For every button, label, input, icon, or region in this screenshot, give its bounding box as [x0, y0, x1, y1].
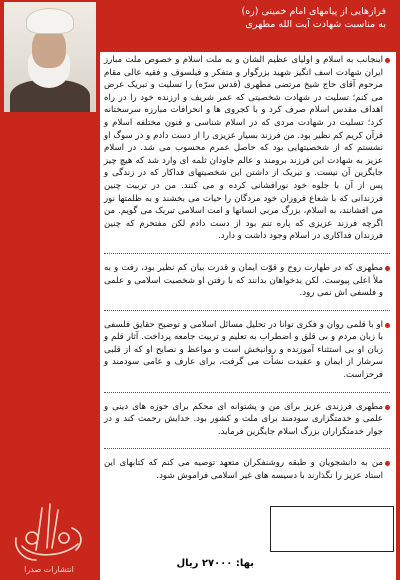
- quote-paragraph: او با قلمی روان و فکری توانا در تحلیل مسائل اسلامی و توضیح حقایق فلسفی با زبان مردم و بی قلق و اضطراب به تعلیم و تربیت جامعه پرداخت. آثار قلم و زبان او بی استثناء آموزنده و روانبخش است و مواعظ و نصایح او که از قلبی سرشار از ایمان و عقیدت نشأت می گرفت، برای عارف و عامی سودمند و فرحزاست.: [104, 319, 390, 382]
- bullet-icon: [385, 58, 390, 63]
- header-title: [176, 5, 386, 31]
- divider: [104, 253, 390, 254]
- header-line-1: فرازهایی از پیامهای امام خمینی (ره): [241, 6, 386, 17]
- quote-paragraph: من به دانشجویان و طبقه روشنفکران متعهد توصیه می کنم که کتابهای این استاد عزیز را نگذارند با دسیسه های غیر اسلامی فراموش شود.: [104, 457, 390, 482]
- publisher-logo: [2, 498, 96, 576]
- svg-text:انتشارات صدرا: انتشارات صدرا: [24, 565, 74, 574]
- quote-paragraph: اینجانب به اسلام و اولیای عظیم الشان و به ملت اسلام و خصوص ملت مبارز ایران شهادت اسف انگیز شهید بزرگوار و متفکر و فیلسوف و فقیه عالی مقام مرحوم آقای حاج شیخ مرتضی مطهری (قدس سرّه) را تسلیت و تبریک عرض می کنم؛ تسلیت در شهادت شخصیتی که عمر شریف و ارزنده خود را در راه اهداف مقدس اسلام صرف کرد و با کجروی ها و انحرافات مبارزه سرسختانه کرد؛ تسلیت در شهادت مردی که در اسلام شناسی و فنون مختلفه اسلام و قرآن کریم کم نظیر بود. من فرزند بسیار عزیزی را از دست دادم و در سوگ او نشستم که از شخصیتهایی بود که حاصل عمرم محسوب می شد. در اسلام عزیز به شهادت این فرزند برومند و عالم جاودان ثلمه ای وارد شد که هیچ چیز جایگزین آن نیست. و تبریک از داشتن این شخصیتهای فداکار که در زندگی و پس از آن با جلوه خود نورافشانی کرده و می کنند. من در تربیت چنین فرزندانی که با شعاع فروزان خود مردگان را حیات می بخشند و به ظلمتها نور می افشانند، به اسلام، بزرگ مربی انسانها و امت اسلامی تبریک می گویم. من اگرچه فرزند عزیزی که پاره تنم بود از دست دادم لکن مفتخرم که چنین فرزندان فداکاری در اسلام وجود داشت و دارد.: [104, 54, 390, 243]
- quote-paragraph: مطهری که در طهارت روح و قوّت ایمان و قدرت بیان کم نظیر بود، رفت و به ملأ اعلی پیوست. لکن بدخواهان بدانند که با رفتن او شخصیت اسلامی و علمی و فلسفی اش نمی رود.: [104, 262, 390, 300]
- quote-list: [104, 54, 390, 493]
- divider: [104, 392, 390, 393]
- bullet-icon: [385, 405, 390, 410]
- barcode-box: [270, 506, 394, 552]
- portrait-photo: [4, 2, 96, 112]
- divider: [104, 448, 390, 449]
- bullet-icon: [385, 323, 390, 328]
- divider: [104, 310, 390, 311]
- header-line-2: به مناسبت شهادت آیت الله مطهری: [245, 19, 386, 30]
- quote-paragraph: مطهری فرزندی عزیز برای من و پشتوانه ای محکم برای حوزه های دینی و علمی و خدمتگزاری سودمند برای ملت و کشور بود. خدایش رحمت کند و در جوار خدمتگزاران بزرگ اسلام جایگزین فرماید.: [104, 401, 390, 439]
- price-label: بها: ۲۷۰۰۰ ریال: [176, 558, 254, 569]
- bullet-icon: [385, 266, 390, 271]
- bullet-icon: [385, 461, 390, 466]
